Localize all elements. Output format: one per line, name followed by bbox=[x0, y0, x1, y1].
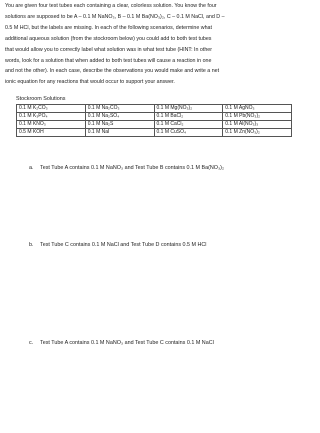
table-cell: 0.1 M Zn(NO₃)₂ bbox=[223, 129, 292, 137]
question-text: Test Tube A contains 0.1 M NaNO₃ and Test Tube B contains 0.1 M Ba(NO₃)₂ bbox=[40, 165, 225, 171]
table-cell: 0.1 M Na₂CO₃ bbox=[85, 105, 154, 113]
table-cell: 0.1 M NaI bbox=[85, 129, 154, 137]
instructions-line: additional aqueous solution (from the stockroom below) you could add to both test tubes bbox=[5, 35, 212, 42]
question-b bbox=[29, 242, 207, 248]
table-cell: 0.1 M BaCl₂ bbox=[154, 113, 223, 121]
instructions-line: that would allow you to correctly label what solution was in what test tube (HINT: In other bbox=[5, 46, 212, 53]
table-row bbox=[17, 113, 292, 121]
stockroom-heading: Stockroom Solutions bbox=[16, 96, 66, 102]
instructions-line: words, look for a solution that when added to both test tubes will cause a reaction in one bbox=[5, 57, 212, 64]
table-cell: 0.1 M Na₂SO₄ bbox=[85, 113, 154, 121]
stockroom-table bbox=[16, 104, 292, 137]
question-label: a. bbox=[29, 165, 34, 171]
table-cell: 0.1 M AgNO₃ bbox=[223, 105, 292, 113]
instructions-line: 0.5 M HCl, but the labels are missing. In each of the following scenarios, determine what bbox=[5, 24, 212, 31]
question-c bbox=[29, 340, 214, 346]
table-cell: 0.1 M Al(NO₃)₃ bbox=[223, 121, 292, 129]
table-cell: 0.1 M CuSO₄ bbox=[154, 129, 223, 137]
table-row bbox=[17, 105, 292, 113]
question-text: Test Tube C contains 0.1 M NaCl and Test Tube D contains 0.5 M HCl bbox=[40, 242, 207, 248]
table-cell: 0.1 M Pb(NO₃)₂ bbox=[223, 113, 292, 121]
instructions-line: and not the other). In each case, describe the observations you would make and write a net bbox=[5, 68, 220, 75]
table-cell: 0.1 M K₂CO₃ bbox=[17, 105, 86, 113]
question-label: c. bbox=[29, 340, 34, 346]
question-text: Test Tube A contains 0.1 M NaNO₃ and Test Tube C contains 0.1 M NaCl bbox=[40, 340, 214, 346]
instructions-line: ionic equation for any reactions that would occur to support your answer. bbox=[5, 79, 175, 86]
table-cell: 0.5 M KOH bbox=[17, 129, 86, 137]
question-a bbox=[29, 165, 224, 171]
table-cell: 0.1 M K₃PO₄ bbox=[17, 113, 86, 121]
instructions-line: solutions are supposed to be A – 0.1 M NaNO₃, B – 0.1 M Ba(NO₃)₂, C – 0.1 M NaCl, and D – bbox=[5, 13, 225, 20]
instructions-paragraph bbox=[5, 1, 307, 88]
table-cell: 0.1 M Mg(NO₃)₂ bbox=[154, 105, 223, 113]
table-row bbox=[17, 121, 292, 129]
instructions-line: You are given four test tubes each containing a clear, colorless solution. You know the four bbox=[5, 3, 217, 9]
table-row bbox=[17, 129, 292, 137]
table-cell: 0.1 M Na₂S bbox=[85, 121, 154, 129]
table-cell: 0.1 M CaCl₂ bbox=[154, 121, 223, 129]
question-label: b. bbox=[29, 242, 34, 248]
table-cell: 0.1 M KNO₃ bbox=[17, 121, 86, 129]
